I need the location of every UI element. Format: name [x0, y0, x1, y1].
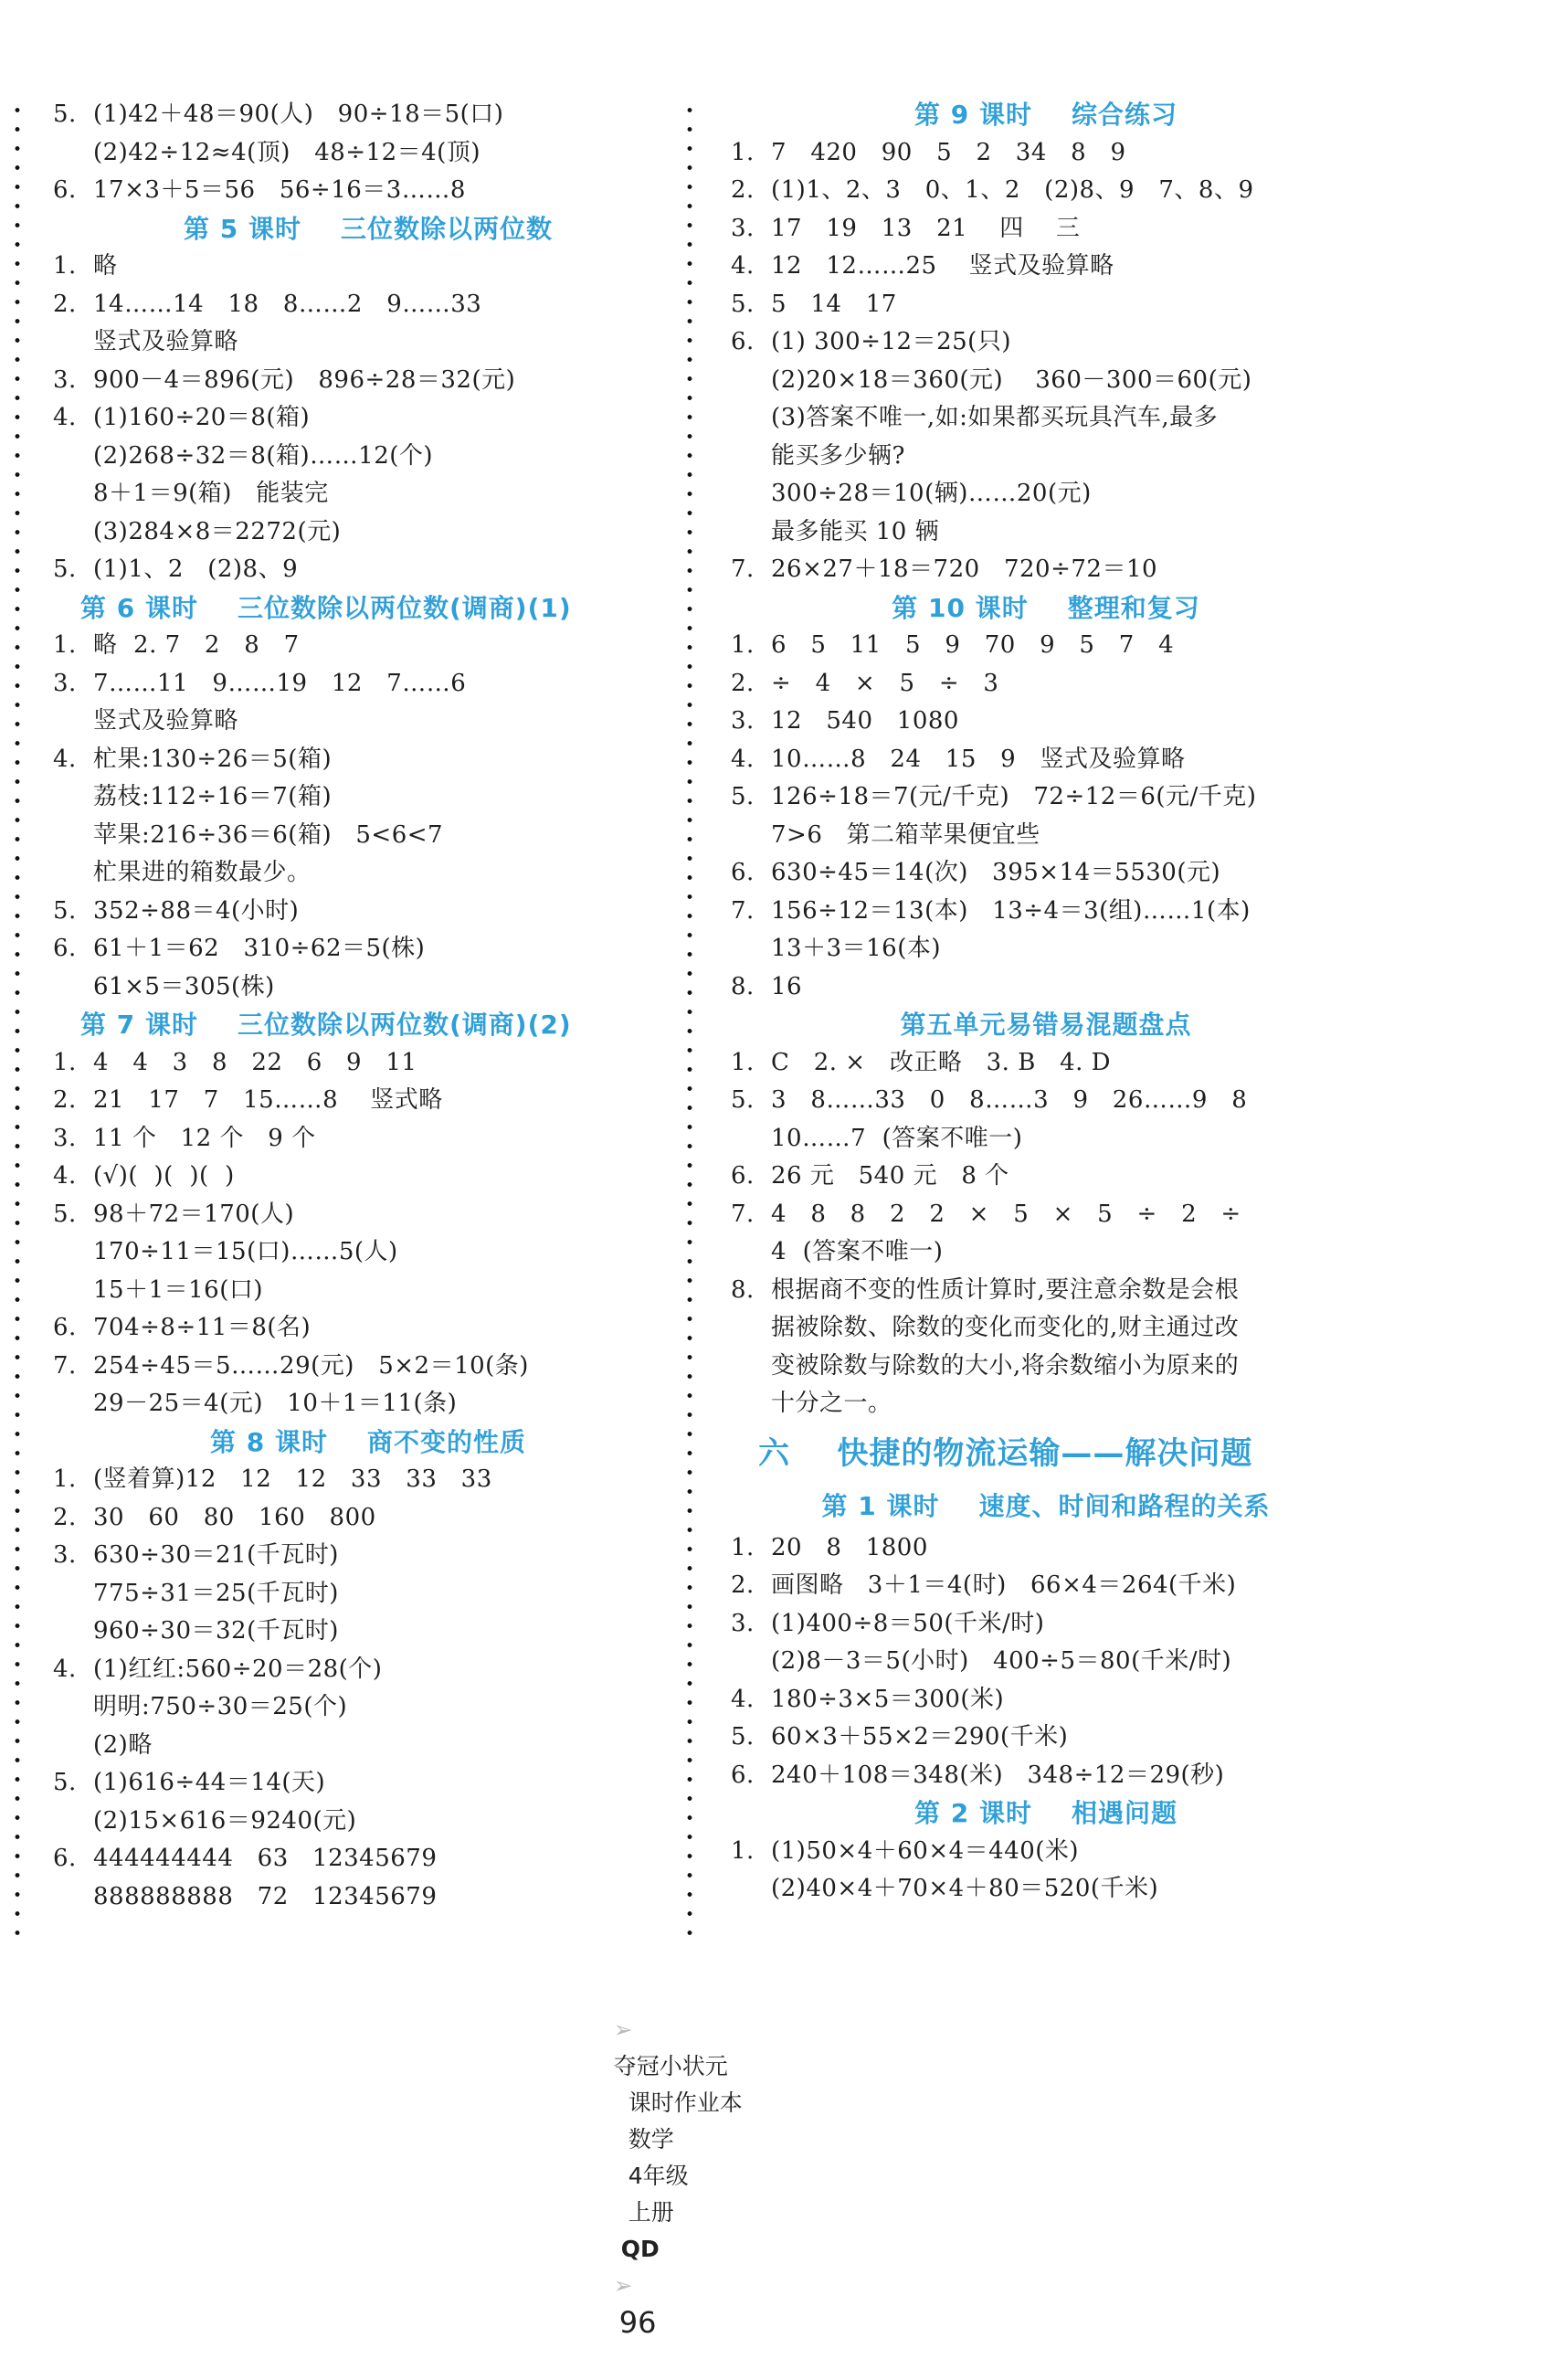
answer-text: 21 17 7 15……8 竖式略	[93, 1086, 443, 1114]
answer-text: 7……11 9……19 12 7……6	[93, 669, 467, 697]
question-number: 4.	[53, 745, 77, 773]
answer-text: 12 540 1080	[771, 707, 959, 735]
question-number: 4.	[53, 1162, 77, 1190]
answer-text: 16	[771, 972, 803, 1000]
question-number: 4.	[53, 404, 77, 431]
answer-line	[731, 286, 1361, 324]
answer-continuation: 竖式及验算略	[93, 707, 239, 735]
question-number: 3.	[53, 1124, 77, 1152]
answer-line	[731, 1272, 1361, 1310]
answer-line	[731, 1567, 1361, 1605]
question-number: 2.	[53, 1503, 77, 1531]
answer-line	[731, 210, 1361, 249]
answer-line	[53, 362, 683, 400]
answer-line	[731, 1719, 1361, 1757]
answer-text: 98＋72＝170(人)	[93, 1200, 295, 1228]
answer-text: (竖着算)12 12 12 33 33 33	[93, 1465, 492, 1493]
answer-line	[731, 665, 1361, 703]
question-number: 2.	[731, 1571, 755, 1599]
lesson-heading: 第 5 课时 三位数除以两位数	[184, 213, 553, 244]
footer-arrow-icon: ➢	[613, 2016, 633, 2043]
answer-text: 画图略 3＋1＝4(时) 66×4＝264(千米)	[771, 1571, 1237, 1599]
answer-text: 352÷88＝4(小时)	[93, 896, 300, 925]
answer-text: 30 60 80 160 800	[93, 1503, 376, 1531]
answer-continuation: 据被除数、除数的变化而变化的,财主通过改	[771, 1314, 1240, 1341]
footer-brand: 夺冠小状元	[613, 2053, 728, 2079]
answer-text: 14……14 18 8……2 9……33	[93, 290, 482, 318]
answer-text: (1)616÷44＝14(天)	[93, 1769, 326, 1796]
question-number: 1.	[731, 1836, 755, 1865]
question-number: 6.	[731, 1761, 755, 1789]
answer-continuation: 十分之一。	[771, 1390, 892, 1417]
answer-continuation: 变被除数与除数的大小,将余数缩小为原来的	[771, 1351, 1240, 1380]
answer-line	[53, 1348, 683, 1386]
answer-line	[53, 1840, 683, 1878]
answer-line	[731, 1833, 1361, 1871]
question-number: 1.	[731, 1533, 755, 1561]
answer-continuation: 300÷28＝10(辆)……20(元)	[771, 480, 1092, 507]
answer-text: 26×27＋18＝720 720÷72＝10	[771, 555, 1158, 583]
answer-text: (1)50×4＋60×4＝440(米)	[771, 1836, 1080, 1865]
answer-line	[53, 893, 683, 931]
question-number: 1.	[53, 631, 77, 659]
question-number: 4.	[53, 1655, 77, 1683]
answer-line	[731, 778, 1361, 817]
answer-line	[53, 1764, 683, 1803]
question-number: 1.	[731, 631, 755, 659]
answer-text: 3 8……33 0 8……3 9 26……9 8	[771, 1086, 1248, 1114]
question-number: 5.	[731, 1086, 755, 1114]
lesson-heading: 第 7 课时 三位数除以两位数(调商)(2)	[80, 1010, 572, 1040]
answer-line	[53, 1120, 683, 1158]
question-number: 2.	[53, 290, 77, 318]
answer-text: 12 12……25 竖式及验算略	[771, 252, 1114, 280]
answer-line	[53, 399, 683, 438]
answer-line	[53, 172, 683, 210]
answer-text: (1)1、2 (2)8、9	[93, 555, 299, 583]
answer-continuation: 29－25＝4(元) 10＋1＝11(条)	[93, 1390, 458, 1417]
question-number: 3.	[731, 214, 755, 242]
lesson-heading: 第 6 课时 三位数除以两位数(调商)(1)	[80, 592, 572, 623]
answer-continuation: (3)284×8＝2272(元)	[93, 517, 342, 545]
answer-continuation: (2)15×616＝9240(元)	[93, 1806, 357, 1835]
answer-text: 略 2. 7 2 8 7	[93, 631, 300, 659]
answer-line	[53, 96, 683, 134]
lesson-heading: 第 9 课时 综合练习	[914, 100, 1178, 130]
binding-dots-center	[687, 100, 692, 1937]
question-number: 4.	[731, 1685, 755, 1713]
answer-line	[53, 1499, 683, 1538]
answer-text: ÷ 4 × 5 ÷ 3	[771, 669, 999, 697]
page-number: 96	[618, 2305, 657, 2340]
answer-line	[731, 627, 1361, 665]
question-number: 6.	[53, 1314, 77, 1341]
answer-text: 240＋108＝348(米) 348÷12＝29(秒)	[771, 1761, 1225, 1789]
answer-line	[53, 930, 683, 968]
answer-continuation: 最多能买 10 辆	[771, 517, 940, 545]
answer-line	[731, 1529, 1361, 1568]
answer-line	[53, 1309, 683, 1348]
answer-continuation: 杧果进的箱数最少。	[93, 859, 312, 886]
question-number: 1.	[53, 1048, 77, 1076]
answer-line	[731, 741, 1361, 779]
answer-text: 5 14 17	[771, 290, 897, 318]
lesson-heading: 第 2 课时 相遇问题	[914, 1798, 1178, 1828]
answer-continuation: (3)答案不唯一,如:如果都买玩具汽车,最多	[771, 404, 1219, 431]
answer-continuation: (2)268÷32＝8(箱)……12(个)	[93, 441, 434, 470]
question-number: 5.	[53, 555, 77, 583]
answer-line	[53, 551, 683, 589]
footer-grade: 4年级	[628, 2163, 689, 2189]
question-number: 3.	[731, 707, 755, 735]
answer-text: 根据商不变的性质计算时,要注意余数是会根	[771, 1275, 1240, 1304]
answer-text: 156÷12＝13(本) 13÷4＝3(组)……1(本)	[771, 896, 1251, 925]
answer-line	[53, 627, 683, 665]
question-number: 6.	[731, 328, 755, 355]
answer-continuation: 10……7 (答案不唯一)	[771, 1124, 1023, 1152]
question-number: 5.	[731, 1723, 755, 1751]
question-number: 1.	[731, 1048, 755, 1076]
answer-text: 704÷8÷11＝8(名)	[93, 1314, 312, 1341]
question-number: 4.	[731, 745, 755, 773]
answer-continuation: (2)略	[93, 1730, 153, 1759]
answer-continuation: 竖式及验算略	[93, 328, 239, 355]
answer-line	[53, 741, 683, 779]
answer-text: 444444444 63 12345679	[93, 1845, 438, 1872]
answer-line	[731, 893, 1361, 931]
answer-text: 4 8 8 2 2 × 5 × 5 ÷ 2 ÷	[771, 1200, 1241, 1228]
answer-line	[731, 172, 1361, 210]
answer-continuation: 170÷11＝15(口)……5(人)	[93, 1238, 398, 1265]
answer-line	[53, 1651, 683, 1689]
chapter-heading: 六 快捷的物流运输——解决问题	[758, 1434, 1253, 1472]
answer-continuation: 苹果:216÷36＝6(箱) 5<6<7	[93, 820, 444, 849]
answer-text: 略	[93, 252, 118, 280]
answer-text: 60×3＋55×2＝290(千米)	[771, 1723, 1069, 1751]
question-number: 1.	[53, 1465, 77, 1493]
answer-continuation: 明明:750÷30＝25(个)	[93, 1693, 348, 1720]
question-number: 7.	[53, 1351, 77, 1380]
answer-line	[53, 248, 683, 286]
answer-continuation: 15＋1＝16(口)	[93, 1275, 263, 1304]
answer-line	[731, 703, 1361, 741]
answer-line	[731, 248, 1361, 286]
lesson-heading: 第 10 课时 整理和复习	[892, 592, 1200, 623]
lesson-heading: 第 1 课时 速度、时间和路程的关系	[821, 1490, 1271, 1521]
answer-text: (1)42＋48＝90(人) 90÷18＝5(口)	[93, 100, 504, 128]
question-number: 1.	[53, 252, 77, 280]
question-number: 3.	[53, 669, 77, 697]
answer-text: 11 个 12 个 9 个	[93, 1124, 316, 1152]
lesson-heading: 第 8 课时 商不变的性质	[210, 1426, 526, 1457]
answer-text: 17×3＋5＝56 56÷16＝3……8	[93, 176, 466, 204]
answer-continuation: 7>6 第二箱苹果便宜些	[771, 820, 1040, 849]
left-column	[53, 96, 683, 1916]
answer-line	[731, 968, 1361, 1007]
answer-line	[731, 551, 1361, 589]
answer-text: 630÷45＝14(次) 395×14＝5530(元)	[771, 859, 1221, 886]
question-number: 5.	[731, 290, 755, 318]
answer-continuation: 775÷31＝25(千瓦时)	[93, 1579, 339, 1607]
question-number: 6.	[53, 1845, 77, 1872]
answer-continuation: 能买多少辆?	[771, 441, 905, 470]
question-number: 1.	[731, 138, 755, 166]
answer-text: (1)400÷8＝50(千米/时)	[771, 1609, 1045, 1637]
question-number: 7.	[731, 555, 755, 583]
answer-continuation: 荔枝:112÷16＝7(箱)	[93, 783, 333, 810]
answer-continuation: (2)42÷12≈4(顶) 48÷12＝4(顶)	[93, 138, 481, 166]
question-number: 7.	[731, 1200, 755, 1228]
question-number: 6.	[731, 1162, 755, 1190]
answer-line	[731, 1757, 1361, 1795]
lesson-heading: 第五单元易错易混题盘点	[900, 1010, 1192, 1040]
answer-line	[731, 1082, 1361, 1120]
answer-continuation: 61×5＝305(株)	[93, 972, 275, 1000]
answer-text: 4 4 3 8 22 6 9 11	[93, 1048, 417, 1076]
question-number: 3.	[53, 365, 77, 394]
answer-continuation: 960÷30＝32(千瓦时)	[93, 1617, 339, 1645]
question-number: 6.	[731, 859, 755, 886]
question-number: 6.	[53, 176, 77, 204]
answer-text: 6 5 11 5 9 70 9 5 7 4	[771, 631, 1175, 659]
answer-text: 61＋1＝62 310÷62＝5(株)	[93, 935, 426, 962]
question-number: 4.	[731, 252, 755, 280]
answer-line	[53, 1537, 683, 1575]
answer-continuation: (2)40×4＋70×4＋80＝520(千米)	[771, 1875, 1159, 1902]
binding-dots-left	[15, 100, 20, 1937]
answer-line	[53, 286, 683, 324]
answer-text: (1)红红:560÷20＝28(个)	[93, 1655, 383, 1683]
answer-text: 20 8 1800	[771, 1533, 928, 1561]
footer-arrow-icon-2: ➢	[613, 2272, 633, 2299]
answer-text: 7 420 90 5 2 34 8 9	[771, 138, 1126, 166]
answer-text: C 2. × 改正略 3. B 4. D	[771, 1048, 1112, 1076]
answer-text: 630÷30＝21(千瓦时)	[93, 1541, 339, 1569]
footer-book: 课时作业本	[628, 2089, 743, 2116]
question-number: 2.	[731, 176, 755, 204]
page-footer	[585, 1975, 743, 2340]
answer-text: (1) 300÷12＝25(只)	[771, 328, 1011, 355]
answer-line	[53, 1082, 683, 1120]
question-number: 2.	[731, 669, 755, 697]
question-number: 6.	[53, 935, 77, 962]
answer-text: 26 元 540 元 8 个	[771, 1162, 1009, 1190]
answer-text: (√)( )( )( )	[93, 1162, 235, 1190]
answer-line	[731, 1044, 1361, 1083]
answer-line	[731, 1158, 1361, 1196]
answer-text: 10……8 24 15 9 竖式及验算略	[771, 745, 1186, 773]
answer-line	[731, 1196, 1361, 1234]
answer-continuation: (2)20×18＝360(元) 360－300＝60(元)	[771, 365, 1252, 394]
question-number: 5.	[53, 896, 77, 925]
answer-line	[731, 1681, 1361, 1719]
answer-text: 900－4＝896(元) 896÷28＝32(元)	[93, 365, 516, 394]
question-number: 5.	[53, 1769, 77, 1796]
question-number: 3.	[731, 1609, 755, 1637]
question-number: 5.	[731, 783, 755, 810]
question-number: 5.	[53, 100, 77, 128]
answer-text: 180÷3×5＝300(米)	[771, 1685, 1005, 1713]
answer-text: 254÷45＝5……29(元) 5×2＝10(条)	[93, 1351, 529, 1380]
answer-line	[731, 134, 1361, 173]
answer-text: (1)160÷20＝8(箱)	[93, 404, 311, 431]
right-column	[731, 96, 1361, 1909]
question-number: 3.	[53, 1541, 77, 1569]
question-number: 8.	[731, 972, 755, 1000]
answer-line	[731, 323, 1361, 362]
answer-line	[731, 1605, 1361, 1644]
footer-subject: 数学	[628, 2126, 674, 2153]
answer-continuation: 888888888 72 12345679	[93, 1882, 438, 1910]
answer-continuation: (2)8－3＝5(小时) 400÷5＝80(千米/时)	[771, 1647, 1232, 1675]
question-number: 2.	[53, 1086, 77, 1114]
footer-term: 上册	[628, 2199, 674, 2226]
footer-edition: QD	[620, 2236, 660, 2262]
answer-text: 杧果:130÷26＝5(箱)	[93, 745, 333, 773]
question-number: 8.	[731, 1275, 755, 1304]
answer-text: 17 19 13 21 四 三	[771, 214, 1081, 242]
answer-line	[53, 1461, 683, 1499]
question-number: 5.	[53, 1200, 77, 1228]
answer-line	[53, 665, 683, 703]
answer-continuation: 8＋1＝9(箱) 能装完	[93, 480, 329, 507]
answer-line	[53, 1044, 683, 1083]
answer-line	[53, 1158, 683, 1196]
answer-continuation: 13＋3＝16(本)	[771, 935, 941, 962]
answer-line	[731, 854, 1361, 893]
question-number: 7.	[731, 896, 755, 925]
answer-text: (1)1、2、3 0、1、2 (2)8、9 7、8、9	[771, 176, 1254, 204]
answer-line	[53, 1196, 683, 1234]
answer-text: 126÷18＝7(元/千克) 72÷12＝6(元/千克)	[771, 783, 1257, 810]
answer-continuation: 4 (答案不唯一)	[771, 1238, 944, 1265]
